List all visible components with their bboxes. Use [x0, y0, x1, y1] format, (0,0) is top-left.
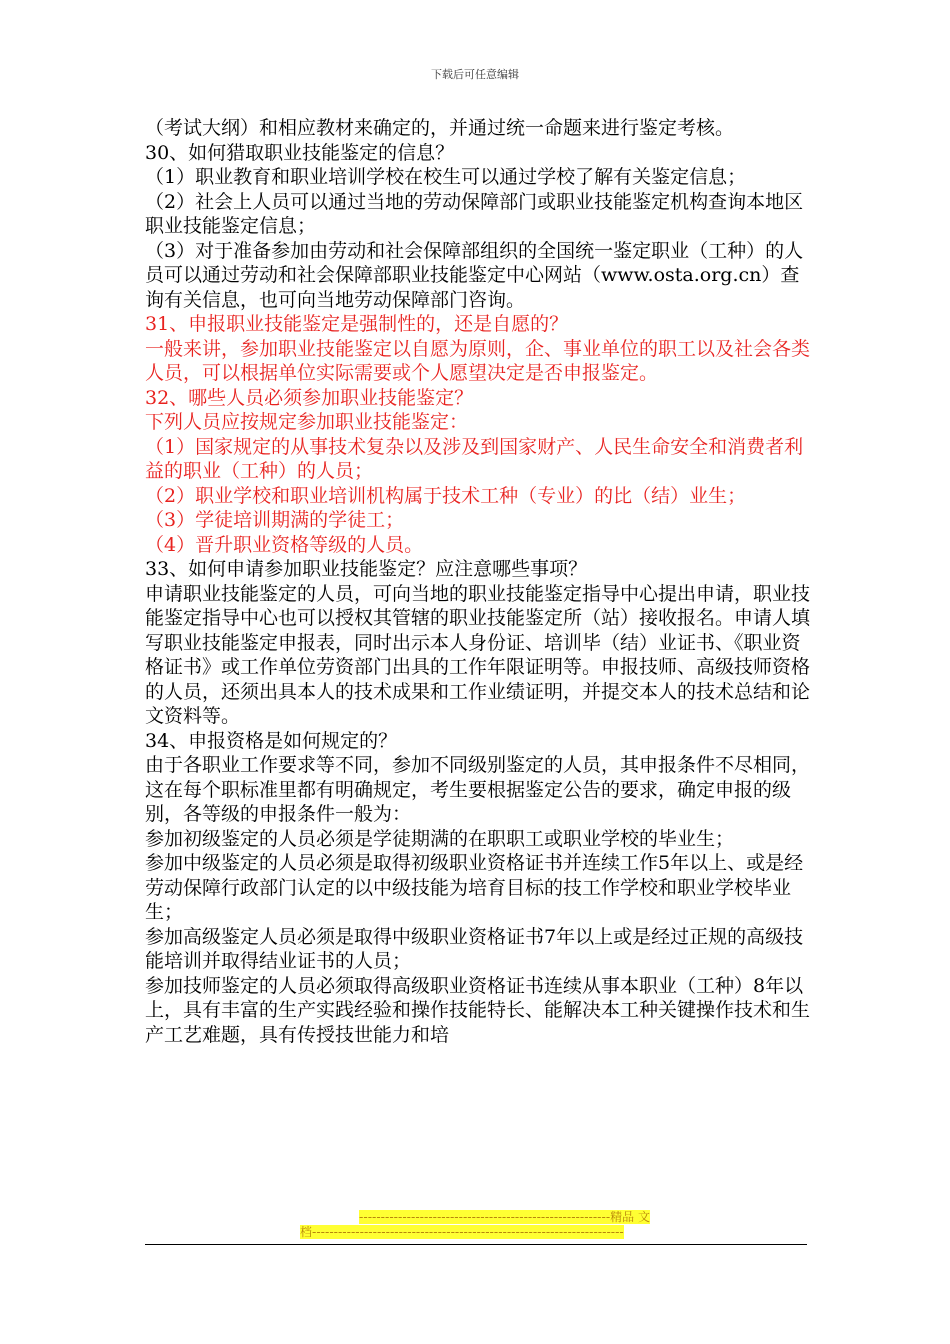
list-item: （2）职业学校和职业培训机构属于技术工种（专业）的比（结）业生；	[145, 484, 747, 507]
paragraph: 申请职业技能鉴定的人员，可向当地的职业技能鉴定指导中心提出申请，职业技能鉴定指导中心也可以授权其管辖的职业技能鉴定所（站）接收报名。申请人填写职业技能鉴定申报表，同时出示本人身份证、培训毕（结）业证书、《职业资格证书》或工作单位劳资部门出具的工作年限证明等。申报技师、高级技师资格的人员，还须出具本人的技术成果和工作业绩证明，并提交本人的技术总结和论文资料等。	[145, 582, 811, 727]
list-item: （1）国家规定的从事技术复杂以及涉及到国家财产、人民生命安全和消费者利益的职业（工种）的人员；	[145, 435, 804, 482]
question-heading: 33、如何申请参加职业技能鉴定？应注意哪些事项？	[145, 558, 588, 580]
document-body	[145, 116, 810, 1047]
paragraph: （2）社会上人员可以通过当地的劳动保障部门或职业技能鉴定机构查询本地区职业技能鉴定信息；	[145, 190, 804, 237]
paragraph: 由于各职业工作要求等不同，参加不同级别鉴定的人员，其申报条件不尽相同，这在每个职标准里都有明确规定，考生要根据鉴定公告的要求，确定申报的级别，各等级的申报条件一般为：	[145, 754, 811, 825]
footer-rule	[145, 1244, 807, 1245]
list-item: （3）学徒培训期满的学徒工；	[145, 509, 405, 531]
page-header: 下载后可任意编辑	[431, 68, 519, 81]
paragraph: （考试大纲）和相应教材来确定的，并通过统一命题来进行鉴定考核。	[145, 117, 735, 139]
paragraph: 参加中级鉴定的人员必须是取得初级职业资格证书并连续工作5年以上、或是经劳动保障行政部门认定的以中级技能为培育目标的技工作学校和职业学校毕业生；	[145, 852, 804, 923]
paragraph: （3）对于准备参加由劳动和社会保障部组织的全国统一鉴定职业（工种）的人员可以通过劳动和社会保障部职业技能鉴定中心网站（www.osta.org.cn）查询有关信息，也可向当地劳动保障部门咨询。	[145, 239, 804, 311]
paragraph: （1）职业教育和职业培训学校在校生可以通过学校了解有关鉴定信息；	[145, 166, 747, 188]
paragraph: 参加初级鉴定的人员必须是学徒期满的在职职工或职业学校的毕业生；	[145, 827, 735, 850]
question-heading: 34、申报资格是如何规定的？	[145, 729, 398, 752]
paragraph: 参加技师鉴定的人员必须取得高级职业资格证书连续从事本职业（工种）8年以上，具有丰富的生产实践经验和操作技能特长、能解决本工种关键操作技术和生产工艺难题，具有传授技世能力和培	[145, 974, 811, 1046]
question-heading: 30、如何猎取职业技能鉴定的信息？	[145, 141, 455, 164]
paragraph: 下列人员应按规定参加职业技能鉴定：	[145, 411, 469, 433]
paragraph: 参加高级鉴定人员必须是取得中级职业资格证书7年以上或是经过正规的高级技能培训并取得结业证书的人员；	[145, 925, 804, 972]
footer-line-2: 档------------------------------------------------------------------------	[300, 1225, 624, 1239]
question-heading: 31、申报职业技能鉴定是强制性的，还是自愿的？	[145, 313, 569, 335]
list-item: （4）晋升职业资格等级的人员。	[145, 533, 424, 556]
paragraph: 一般来讲，参加职业技能鉴定以自愿为原则，企、事业单位的职工以及社会各类人员，可以根据单位实际需要或个人愿望决定是否申报鉴定。	[145, 337, 811, 384]
footer-line-1: ----------------------------------------------------------精品 文	[359, 1210, 650, 1224]
page-footer	[300, 1210, 650, 1240]
question-heading: 32、哪些人员必须参加职业技能鉴定？	[145, 386, 474, 409]
